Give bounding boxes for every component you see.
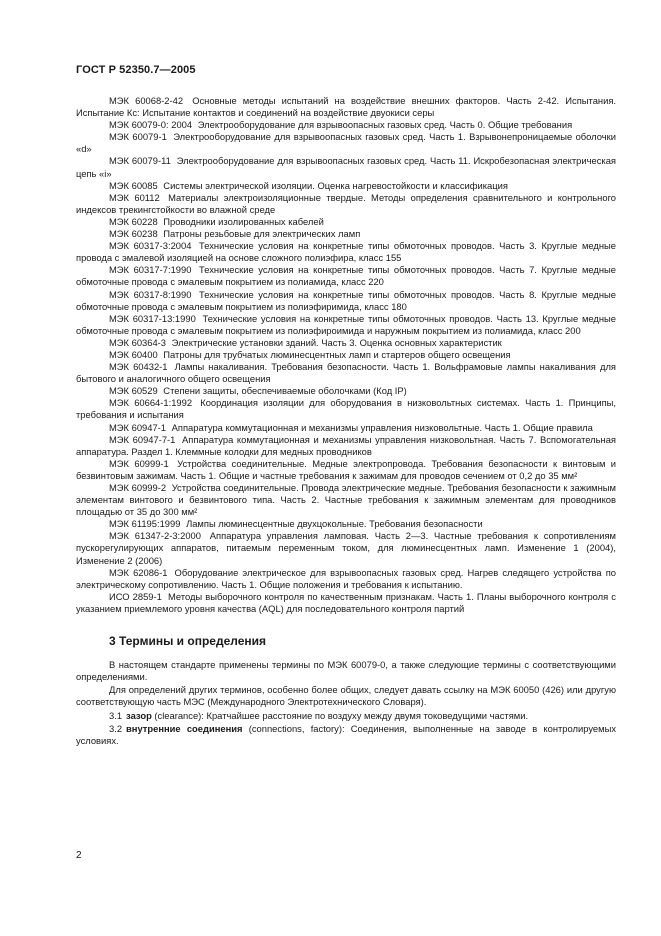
- reference-code: МЭК 62086-1: [109, 566, 168, 578]
- reference-entry: [76, 422, 616, 434]
- term-name: внутренние соединения: [126, 722, 243, 734]
- term-definition: [76, 723, 616, 747]
- document-body: [76, 95, 616, 748]
- reference-title: Патроны резьбовые для электрических ламп: [163, 228, 361, 240]
- reference-code: МЭК 60068-2-42: [109, 95, 184, 106]
- reference-title: Аппаратура коммутационная и механизмы управления низковольтная. Часть 7. Вспомогательная аппаратура. Раздел 1. Клеммные колодки для медных проводников: [76, 433, 617, 457]
- reference-title: Электрооборудование для взрывоопасных газовых сред. Часть 11. Искробезопасная электрическая цепь «i»: [76, 155, 617, 179]
- reference-title: Технические условия на конкретные типы обмоточных проводов. Часть 8. Круглые медные обмоточные провода с эмалевым покрытием из полиэфиримида, класс 180: [76, 288, 616, 312]
- reference-code: МЭК 60999-2: [109, 482, 167, 493]
- reference-title: Проводники изолированных кабелей: [163, 215, 324, 227]
- reference-code: МЭК 60529: [109, 385, 158, 397]
- reference-entry: [76, 434, 616, 458]
- reference-code: МЭК 61195:1999: [109, 518, 181, 530]
- reference-entry: [76, 361, 616, 385]
- reference-code: МЭК 60085: [109, 179, 158, 191]
- reference-entry: [76, 567, 616, 591]
- section-heading: 3 Термины и определения: [109, 634, 267, 649]
- reference-title: Технические условия на конкретные типы обмоточных проводов. Часть 3. Круглые медные провода с эмалевой изоляцией на основе сложного полиэфира, класс 155: [76, 240, 616, 264]
- reference-entry: [76, 458, 616, 482]
- reference-entry: [76, 397, 616, 421]
- reference-entry: [76, 349, 616, 361]
- reference-entry: [76, 313, 616, 337]
- reference-title: Лампы люминесцентные двухцокольные. Требования безопасности: [186, 518, 483, 530]
- reference-code: МЭК 60432-1: [109, 361, 168, 373]
- reference-title: Системы электрической изоляции. Оценка нагревостойкости и классификация: [163, 179, 508, 191]
- reference-entry: [76, 530, 616, 566]
- reference-code: МЭК 60079-0: 2004: [109, 119, 193, 131]
- reference-title: Устройства соединительные. Провода электрические медные. Требования безопасности к зажимным элементам винтового и безвинтового типа. Часть 2. Частные требования к зажимным элементам для проводников площадью от 35 до 300 мм²: [76, 482, 616, 518]
- reference-code: МЭК 60079-11: [109, 155, 171, 167]
- page-number: 2: [76, 850, 82, 861]
- reference-title: Технические условия на конкретные типы обмоточных проводов. Часть 7. Круглые медные обмоточные провода с эмалевым покрытием из полиамида, класс 220: [76, 264, 616, 288]
- reference-entry: [76, 95, 616, 119]
- reference-title: Материалы электроизоляционные твердые. Методы определения сравнительного и контрольного индексов трекингстойкости во влажной среде: [76, 191, 617, 215]
- reference-title: Оборудование электрическое для взрывоопасных газовых сред. Нагрев следящего устройства по электрическому сопротивлению. Часть 1. Общие положения и требования к испытанию.: [76, 566, 616, 590]
- reference-code: МЭК 60079-1: [109, 131, 167, 143]
- term-text: (clearance): Кратчайшее расстояние по воздуху между двумя токоведущими частями.: [154, 709, 529, 721]
- reference-code: МЭК 60947-1: [109, 421, 167, 433]
- reference-code: МЭК 61347-2-3:2000: [109, 530, 201, 542]
- reference-title: Электрооборудование для взрывоопасных газовых сред. Часть 1. Взрывонепроницаемые оболочки «d»: [76, 131, 616, 155]
- terms-list: [76, 710, 616, 747]
- reference-title: Патроны для трубчатых люминесцентных ламп и стартеров общего освещения: [163, 348, 511, 360]
- reference-code: МЭК 60947-7-1: [109, 433, 176, 445]
- term-number: 3.2: [109, 722, 123, 734]
- section-intro-paragraph: В настоящем стандарте применены термины по МЭК 60079-0, а также следующие термины с соответствующими определениями.: [76, 659, 616, 683]
- reference-code: ИСО 2859-1: [109, 590, 162, 602]
- document-header: ГОСТ Р 52350.7—2005: [76, 64, 196, 76]
- normative-references-list: [76, 95, 616, 615]
- reference-entry: [76, 264, 616, 288]
- reference-title: Устройства соединительные. Медные электропровода. Требования безопасности к винтовым и безвинтовым зажимам. Часть 1. Общие и частные требования к зажимам для проводов сечением от 0,2 до 35 мм²: [76, 457, 616, 481]
- reference-entry: [76, 131, 616, 155]
- reference-entry: [76, 192, 616, 216]
- reference-code: МЭК 60238: [109, 228, 158, 240]
- term-number: 3.1: [109, 709, 123, 721]
- reference-entry: [76, 240, 616, 264]
- reference-title: Методы выборочного контроля по качественным признакам. Часть 1. Планы выборочного контроля с указанием приемлемого уровня качества (AQL) для последовательного контроля партий: [76, 590, 616, 614]
- reference-code: МЭК 60317-8:1990: [109, 288, 192, 300]
- reference-entry: [76, 337, 616, 349]
- reference-entry: [76, 180, 616, 192]
- reference-entry: [76, 119, 616, 131]
- reference-code: МЭК 60999-1: [109, 457, 169, 469]
- reference-title: Аппаратура коммутационная и механизмы управления низковольтные. Часть 1. Общие правила: [171, 421, 593, 433]
- reference-entry: [76, 518, 616, 530]
- reference-title: Аппаратура управления ламповая. Часть 2—3. Частные требования к сопротивлениям пускорегулирующих аппаратов, питаемым переменным током, для люминесцентных ламп. Изменение 1 (2004), Изменение 2 (2006): [76, 530, 616, 566]
- reference-entry: [76, 228, 616, 240]
- reference-entry: [76, 482, 616, 518]
- reference-code: МЭК 60364-3: [109, 336, 167, 348]
- term-definition: [76, 710, 616, 722]
- reference-entry: [76, 216, 616, 228]
- reference-code: МЭК 60400: [109, 348, 158, 360]
- reference-entry: [76, 155, 616, 179]
- reference-code: МЭК 60228: [109, 215, 158, 227]
- reference-code: МЭК 60112: [109, 191, 160, 203]
- term-name: зазор: [126, 709, 152, 721]
- reference-entry: [76, 385, 616, 397]
- section-note-paragraph: Для определений других терминов, особенно более общих, следует давать ссылку на МЭК 60050 (426) или другую соответствующую часть МЭС (Международного Электротехнического Словаря).: [76, 684, 616, 708]
- reference-title: Координация изоляции для оборудования в низковольтных системах. Часть 1. Принципы, требования и испытания: [76, 397, 616, 421]
- reference-title: Лампы накаливания. Требования безопасности. Часть 1. Вольфрамовые лампы накаливания для бытового и аналогичного общего освещения: [76, 361, 616, 385]
- reference-title: Основные методы испытаний на воздействие внешних факторов. Часть 2-42. Испытания. Испытание Кс: Испытание контактов и соединений на воздействие двуокиси серы: [76, 95, 617, 119]
- reference-title: Технические условия на конкретные типы обмоточных проводов. Часть 13. Круглые медные обмоточные провода с эмалевым покрытием из полиэфироимида и наружным покрытием из полиамида, класс 200: [76, 312, 617, 336]
- reference-code: МЭК 60317-7:1990: [109, 264, 192, 276]
- reference-entry: [76, 591, 616, 615]
- reference-title: Электрооборудование для взрывоопасных газовых сред. Часть 0. Общие требования: [197, 119, 573, 131]
- reference-code: МЭК 60317-3:2004: [109, 240, 192, 252]
- reference-code: МЭК 60317-13:1990: [109, 312, 196, 324]
- reference-title: Электрические установки зданий. Часть 3. Оценка основных характеристик: [171, 336, 502, 348]
- reference-entry: [76, 289, 616, 313]
- term-text: (connections, factory): Соединения, выполненные на заводе в контролируемых условиях.: [76, 722, 617, 746]
- reference-code: МЭК 60664-1:1992: [109, 397, 193, 409]
- reference-title: Степени защиты, обеспечиваемые оболочками (Код IP): [163, 385, 407, 397]
